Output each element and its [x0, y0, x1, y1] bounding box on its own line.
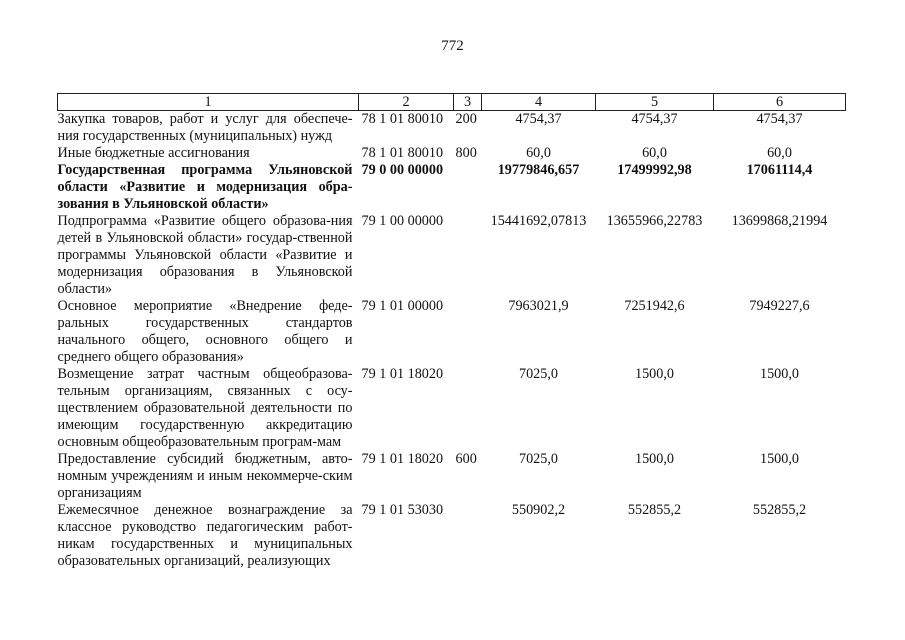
row-code: 79 1 01 18020: [361, 451, 444, 467]
row-value-year1: 7025,0: [518, 451, 558, 467]
row-expense-type: 800: [455, 145, 477, 161]
row-value-year1: 550902,2: [511, 502, 566, 518]
row-value-year3: 17061114,4: [746, 162, 813, 178]
table-row: [58, 111, 846, 146]
row-code: 78 1 01 80010: [361, 145, 444, 161]
row-name: Государственная программа Ульяновской области «Развитие и модернизация обра-зования в Ульяновской области»: [57, 162, 353, 212]
row-code: 78 1 01 80010: [361, 111, 444, 127]
row-name: Иные бюджетные ассигнования: [57, 145, 250, 161]
header-col-2: 2: [359, 94, 454, 111]
row-expense-type: [454, 162, 482, 213]
row-value-year2: 7251942,6: [624, 298, 685, 314]
row-value-year1: 4754,37: [515, 111, 562, 127]
header-col-4: 4: [482, 94, 596, 111]
table-row: [58, 451, 846, 502]
row-value-year1: 19779846,657: [497, 162, 580, 178]
row-value-year3: 552855,2: [752, 502, 807, 518]
table-row: [58, 213, 846, 298]
row-code: 79 1 01 53030: [361, 502, 444, 518]
row-code: 79 0 00 00000: [361, 162, 444, 178]
table-row: [58, 162, 846, 213]
row-value-year3: 1500,0: [759, 366, 799, 382]
table-row: [58, 145, 846, 162]
row-value-year3: 1500,0: [759, 451, 799, 467]
row-name: Возмещение затрат частным общеобразова-тельным организациям, связанных с осу-ществлением образовательной деятельности по имеющим государственную аккредитацию основным общеобразовательным програм-мам: [57, 366, 353, 450]
table-header: [58, 94, 846, 111]
header-col-6: 6: [714, 94, 846, 111]
header-col-5: 5: [596, 94, 714, 111]
header-col-1: 1: [58, 94, 359, 111]
row-expense-type: 600: [455, 451, 477, 467]
header-col-3: 3: [454, 94, 482, 111]
row-name: Основное мероприятие «Внедрение феде-ральных государственных стандартов начального общего, основного общего и среднего общего образования»: [57, 298, 353, 365]
row-value-year2: 60,0: [642, 145, 667, 161]
row-expense-type: [454, 366, 482, 451]
row-expense-type: [454, 502, 482, 570]
row-value-year2: 17499992,98: [617, 162, 692, 178]
table-body: [58, 111, 846, 571]
row-value-year1: 60,0: [526, 145, 551, 161]
page-number: 772: [441, 38, 464, 54]
row-value-year1: 7963021,9: [508, 298, 569, 314]
row-expense-type: [454, 213, 482, 298]
table-row: [58, 502, 846, 570]
budget-table: [57, 93, 846, 570]
row-value-year3: 7949227,6: [749, 298, 810, 314]
row-value-year2: 552855,2: [627, 502, 682, 518]
row-value-year2: 4754,37: [631, 111, 678, 127]
row-name: Закупка товаров, работ и услуг для обеспече-ния государственных (муниципальных) нужд: [57, 111, 353, 144]
table-row: [58, 366, 846, 451]
row-value-year2: 1500,0: [634, 366, 674, 382]
row-code: 79 1 01 00000: [361, 298, 444, 314]
table-row: [58, 298, 846, 366]
row-value-year2: 1500,0: [634, 451, 674, 467]
header-row: [58, 94, 846, 111]
row-value-year3: 4754,37: [756, 111, 803, 127]
row-code: 79 1 01 18020: [361, 366, 444, 382]
row-expense-type: 200: [455, 111, 477, 127]
row-code: 79 1 00 00000: [361, 213, 444, 229]
row-value-year3: 13699868,21994: [731, 213, 828, 229]
row-value-year3: 60,0: [767, 145, 792, 161]
row-value-year1: 15441692,07813: [490, 213, 587, 229]
row-expense-type: [454, 298, 482, 366]
row-name: Подпрограмма «Развитие общего образова-ния детей в Ульяновской области» государ-ственной программы Ульяновской области «Развитие и модернизация образования в Ульяновской области»: [57, 213, 353, 297]
row-value-year1: 7025,0: [518, 366, 558, 382]
row-name: Ежемесячное денежное вознаграждение за классное руководство педагогическим работ-никам государственных и муниципальных образовательных организаций, реализующих: [57, 502, 353, 569]
row-value-year2: 13655966,22783: [606, 213, 703, 229]
row-name: Предоставление субсидий бюджетным, авто-номным учреждениям и иным некоммерче-ским организациям: [57, 451, 353, 501]
